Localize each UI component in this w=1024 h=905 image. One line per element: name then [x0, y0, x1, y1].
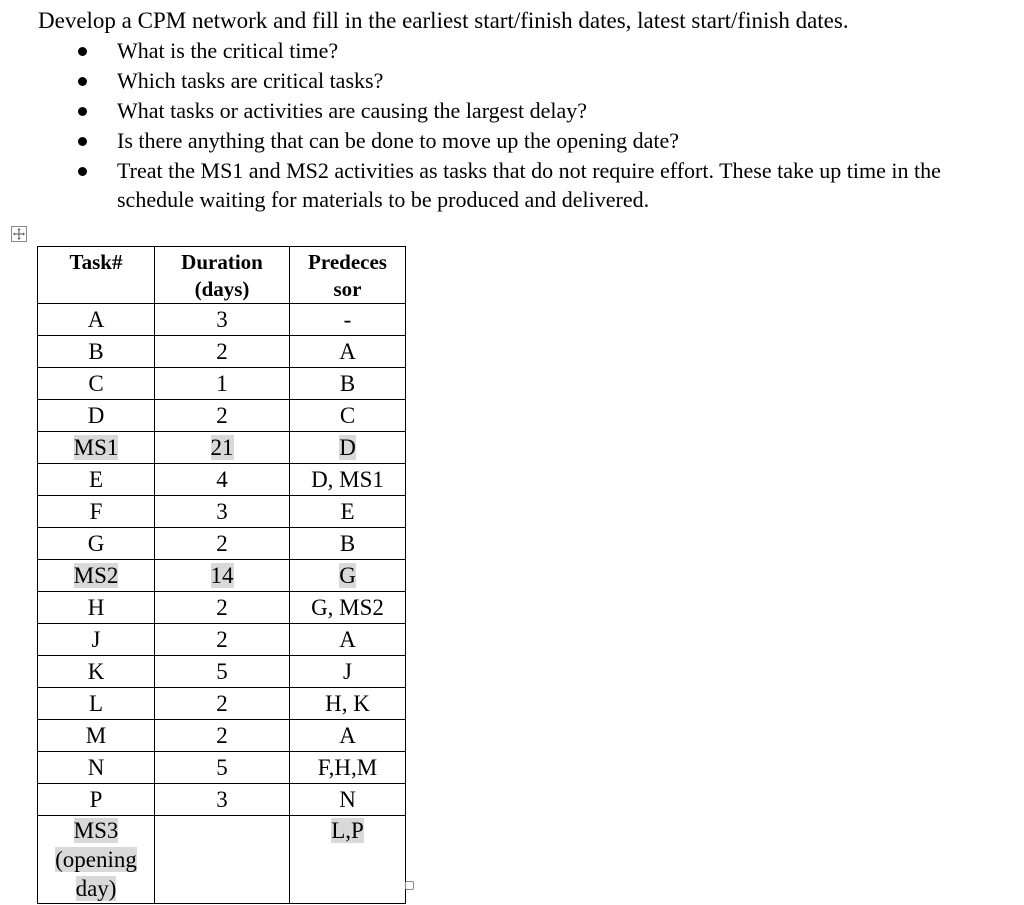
- instructions-heading: Develop a CPM network and fill in the earliest start/finish dates, latest start/finish dates.: [38, 8, 849, 33]
- table-row: [38, 464, 406, 496]
- table-row: [38, 528, 406, 560]
- predecessor-cell: C: [290, 400, 406, 432]
- duration-cell: [155, 560, 290, 592]
- question-item: [0, 66, 1024, 96]
- table-row: [38, 496, 406, 528]
- task-highlight: MS1: [73, 435, 119, 460]
- table-row: [38, 336, 406, 368]
- table-row: [38, 432, 406, 464]
- table-header-row: [38, 247, 406, 304]
- table-row: [38, 720, 406, 752]
- table-row: [38, 400, 406, 432]
- predecessor-cell: [290, 432, 406, 464]
- task-cell: B: [38, 336, 155, 368]
- table-row-milestone: [38, 816, 406, 904]
- task-cell: E: [38, 464, 155, 496]
- task-cell: G: [38, 528, 155, 560]
- question-item: [0, 36, 1024, 66]
- table-row: [38, 784, 406, 816]
- duration-cell: 1: [155, 368, 290, 400]
- question-text: What tasks or activities are causing the largest delay?: [117, 98, 587, 123]
- task-cell: [38, 560, 155, 592]
- task-highlight: MS2: [73, 563, 119, 588]
- predecessor-cell: A: [290, 720, 406, 752]
- bullet-icon: [78, 77, 87, 86]
- task-cell: C: [38, 368, 155, 400]
- bullet-icon: [78, 137, 87, 146]
- duration-cell: 3: [155, 784, 290, 816]
- duration-cell: 3: [155, 496, 290, 528]
- predecessor-highlight: G: [339, 563, 356, 588]
- duration-cell: 2: [155, 624, 290, 656]
- duration-cell: 2: [155, 720, 290, 752]
- question-list: [0, 36, 1024, 215]
- table-row: [38, 592, 406, 624]
- predecessor-cell: A: [290, 336, 406, 368]
- header-duration-line2: (days): [194, 277, 250, 301]
- task-cell: K: [38, 656, 155, 688]
- question-text: Treat the MS1 and MS2 activities as tasks that do not require effort. These take up time in the schedule waiting for materials to be produced and delivered.: [117, 158, 941, 212]
- bullet-icon: [78, 107, 87, 116]
- task-cell: N: [38, 752, 155, 784]
- duration-cell: 3: [155, 304, 290, 336]
- task-cell: H: [38, 592, 155, 624]
- header-predecessor: [290, 247, 406, 304]
- question-text: Which tasks are critical tasks?: [117, 68, 384, 93]
- duration-cell: 2: [155, 336, 290, 368]
- duration-highlight: 14: [210, 563, 234, 588]
- header-predecessor-line1: Predeces: [308, 250, 387, 274]
- task-cell: D: [38, 400, 155, 432]
- task-highlight: MS3: [73, 818, 119, 843]
- duration-cell: 4: [155, 464, 290, 496]
- duration-cell: 2: [155, 592, 290, 624]
- bullet-icon: [78, 167, 87, 176]
- table-row: [38, 560, 406, 592]
- duration-cell: [155, 816, 290, 904]
- predecessor-cell: [290, 816, 406, 904]
- predecessor-cell: H, K: [290, 688, 406, 720]
- duration-cell: 5: [155, 656, 290, 688]
- task-cell: [38, 432, 155, 464]
- question-text: Is there anything that can be done to move up the opening date?: [117, 128, 680, 153]
- task-cell: P: [38, 784, 155, 816]
- table-row: [38, 624, 406, 656]
- duration-highlight: 21: [210, 435, 234, 460]
- question-item: [0, 96, 1024, 126]
- predecessor-cell: B: [290, 368, 406, 400]
- predecessor-cell: G, MS2: [290, 592, 406, 624]
- table-row: [38, 368, 406, 400]
- task-highlight: (opening: [55, 847, 137, 872]
- task-cell: F: [38, 496, 155, 528]
- predecessor-cell: [290, 560, 406, 592]
- bullet-icon: [78, 47, 87, 56]
- task-cell: J: [38, 624, 155, 656]
- header-duration: [155, 247, 290, 304]
- predecessor-cell: -: [290, 304, 406, 336]
- predecessor-highlight: L,P: [331, 818, 364, 843]
- table-move-handle-icon[interactable]: [11, 226, 27, 242]
- predecessor-cell: E: [290, 496, 406, 528]
- table-row: [38, 688, 406, 720]
- question-item: [0, 126, 1024, 156]
- predecessor-cell: J: [290, 656, 406, 688]
- predecessor-cell: N: [290, 784, 406, 816]
- predecessor-cell: D, MS1: [290, 464, 406, 496]
- duration-cell: 2: [155, 400, 290, 432]
- duration-cell: [155, 432, 290, 464]
- header-task: Task#: [38, 247, 155, 304]
- predecessor-cell: A: [290, 624, 406, 656]
- header-predecessor-line2: sor: [333, 277, 362, 301]
- task-cell: M: [38, 720, 155, 752]
- duration-cell: 2: [155, 688, 290, 720]
- table-row: [38, 752, 406, 784]
- predecessor-cell: B: [290, 528, 406, 560]
- task-highlight: day): [75, 876, 117, 901]
- predecessor-cell: F,H,M: [290, 752, 406, 784]
- task-cell: [38, 816, 155, 904]
- table-row: [38, 304, 406, 336]
- task-cell: A: [38, 304, 155, 336]
- table-resize-handle-icon[interactable]: [405, 881, 414, 890]
- task-cell: L: [38, 688, 155, 720]
- header-duration-line1: Duration: [181, 250, 263, 274]
- duration-cell: 5: [155, 752, 290, 784]
- duration-cell: 2: [155, 528, 290, 560]
- table-row: [38, 656, 406, 688]
- task-table: [37, 246, 406, 904]
- question-text: What is the critical time?: [117, 38, 339, 63]
- question-item: [0, 156, 1024, 215]
- predecessor-highlight: D: [339, 435, 356, 460]
